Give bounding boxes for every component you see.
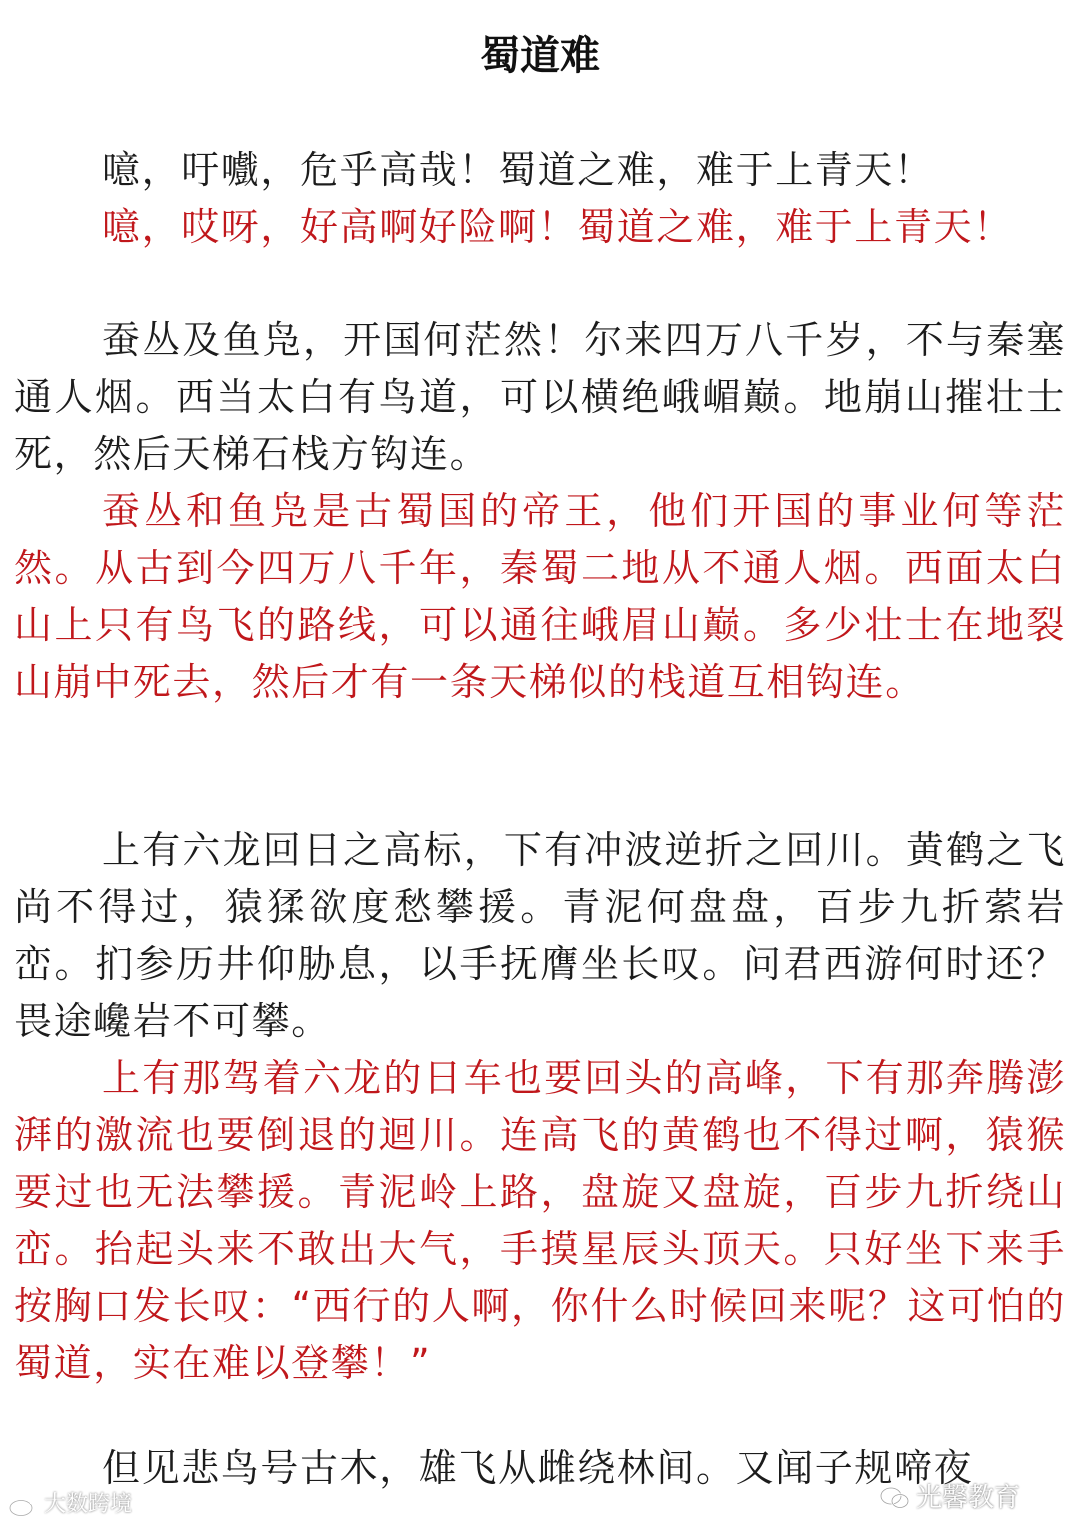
watermark-left: [8, 1490, 132, 1520]
translation-text: 上有那驾着六龙的日车也要回头的高峰，下有那奔腾澎湃的激流也要倒退的迴川。连高飞的黄鹤也不得过啊，猿猴要过也无法攀援。青泥岭上路，盘旋又盘旋，百步九折绕山峦。抬起头来不敢出大气，手摸星辰头顶天。只好坐下来手按胸口发长叹：“西行的人啊，你什么时候回来呢？这可怕的蜀道，实在难以登攀！”: [14, 1056, 1066, 1385]
section-3: [14, 822, 1066, 1392]
translation-text: 噫，哎呀，好高啊好险啊！蜀道之难，难于上青天！: [102, 205, 1013, 249]
section-2: [14, 312, 1066, 711]
wechat-icon: [880, 1486, 910, 1510]
original-text: 噫，吁嚱，危乎高哉！蜀道之难，难于上青天！: [102, 148, 934, 192]
translation-text: 蚕丛和鱼凫是古蜀国的帝王，他们开国的事业何等茫然。从古到今四万八千年，秦蜀二地从不通人烟。西面太白山上只有鸟飞的路线，可以通往峨眉山巅。多少壮士在地裂山崩中死去，然后才有一条天梯似的栈道互相钩连。: [14, 489, 1066, 704]
document-title: 蜀道难: [480, 33, 600, 79]
section-1: [14, 142, 1066, 256]
watermark-left-text: 大数跨境: [44, 1492, 133, 1517]
original-text: 蚕丛及鱼凫，开国何茫然！尔来四万八千岁，不与秦塞通人烟。西当太白有鸟道，可以横绝峨嵋巅。地崩山摧壮士死，然后天梯石栈方钩连。: [14, 318, 1066, 476]
watermark-right: [880, 1483, 1020, 1513]
original-text: 上有六龙回日之高标，下有冲波逆折之回川。黄鹤之飞尚不得过，猿猱欲度愁攀援。青泥何盘盘，百步九折萦岩峦。扪参历井仰胁息，以手抚膺坐长叹。问君西游何时还？畏途巉岩不可攀。: [14, 828, 1066, 1043]
weibo-icon: [8, 1493, 38, 1517]
watermark-right-text: 光馨教育: [916, 1483, 1021, 1513]
original-text: 但见悲鸟号古木，雄飞从雌绕林间。又闻子规啼夜: [102, 1446, 974, 1490]
